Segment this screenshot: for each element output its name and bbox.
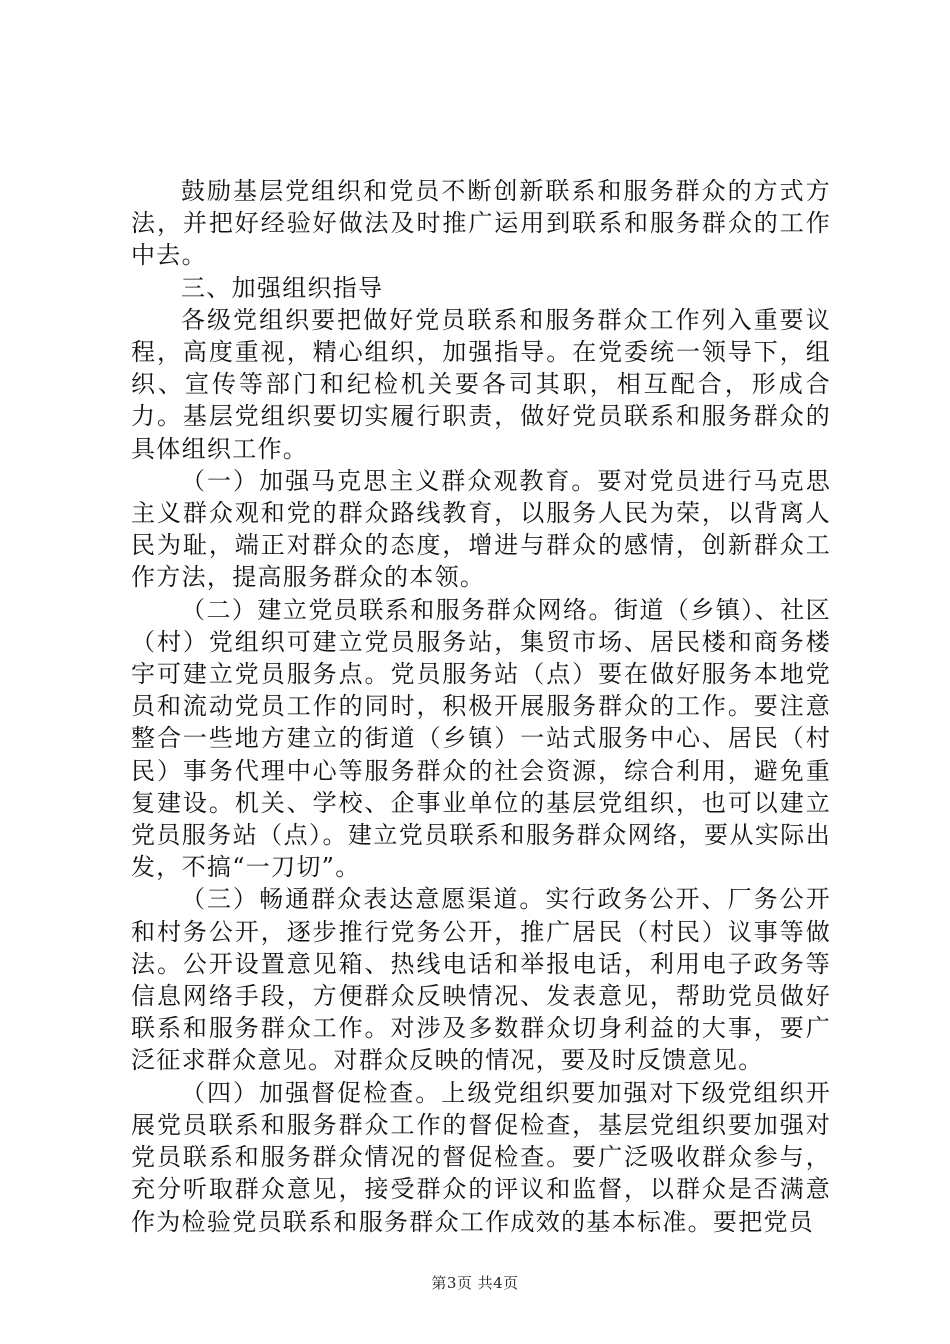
document-body: [131, 175, 831, 1238]
section-heading-3: 三、加强组织指导: [181, 273, 384, 302]
paragraph-5: （三）畅通群众表达意愿渠道。实行政务公开、厂务公开和村务公开，逐步推行党务公开，推广居民（村民）议事等做法。公开设置意见箱、热线电话和举报电话，利用电子政务等信息网络手段，方便群众反映情况、发表意见，帮助党员做好联系和服务群众工作。对涉及多数群众切身利益的大事，要广泛征求群众意见。对群众反映的情况，要及时反馈意见。: [131, 885, 831, 1075]
paragraph-1: 鼓励基层党组织和党员不断创新联系和服务群众的方式方法，并把好经验好做法及时推广运用到联系和服务群众的工作中去。: [131, 177, 831, 270]
paragraph-2: 各级党组织要把做好党员联系和服务群众工作列入重要议程，高度重视，精心组织，加强指导。在党委统一领导下，组织、宣传等部门和纪检机关要各司其职，相互配合，形成合力。基层党组织要切实履行职责，做好党员联系和服务群众的具体组织工作。: [131, 305, 831, 463]
paragraph-3: （一）加强马克思主义群众观教育。要对党员进行马克思主义群众观和党的群众路线教育，以服务人民为荣，以背离人民为耻，端正对群众的态度，增进与群众的感情，创新群众工作方法，提高服务群众的本领。: [131, 466, 831, 592]
page-footer: [0, 1272, 950, 1293]
paragraph-6: （四）加强督促检查。上级党组织要加强对下级党组织开展党员联系和服务群众工作的督促检查，基层党组织要加强对党员联系和服务群众情况的督促检查。要广泛吸收群众参与，充分听取群众意见，接受群众的评议和监督，以群众是否满意作为检验党员联系和服务群众工作成效的基本标准。要把党员: [131, 1078, 831, 1236]
paragraph-4: （二）建立党员联系和服务群众网络。街道（乡镇）、社区（村）党组织可建立党员服务站，集贸市场、居民楼和商务楼宇可建立党员服务点。党员服务站（点）要在做好服务本地党员和流动党员工作的同时，积极开展服务群众的工作。要注意整合一些地方建立的街道（乡镇）一站式服务中心、居民（村民）事务代理中心等服务群众的社会资源，综合利用，避免重复建设。机关、学校、企事业单位的基层党组织，也可以建立党员服务站（点）。建立党员联系和服务群众网络，要从实际出发，不搞“一刀切”。: [131, 595, 831, 882]
page-number-label: 第3页 共4页: [431, 1274, 519, 1292]
